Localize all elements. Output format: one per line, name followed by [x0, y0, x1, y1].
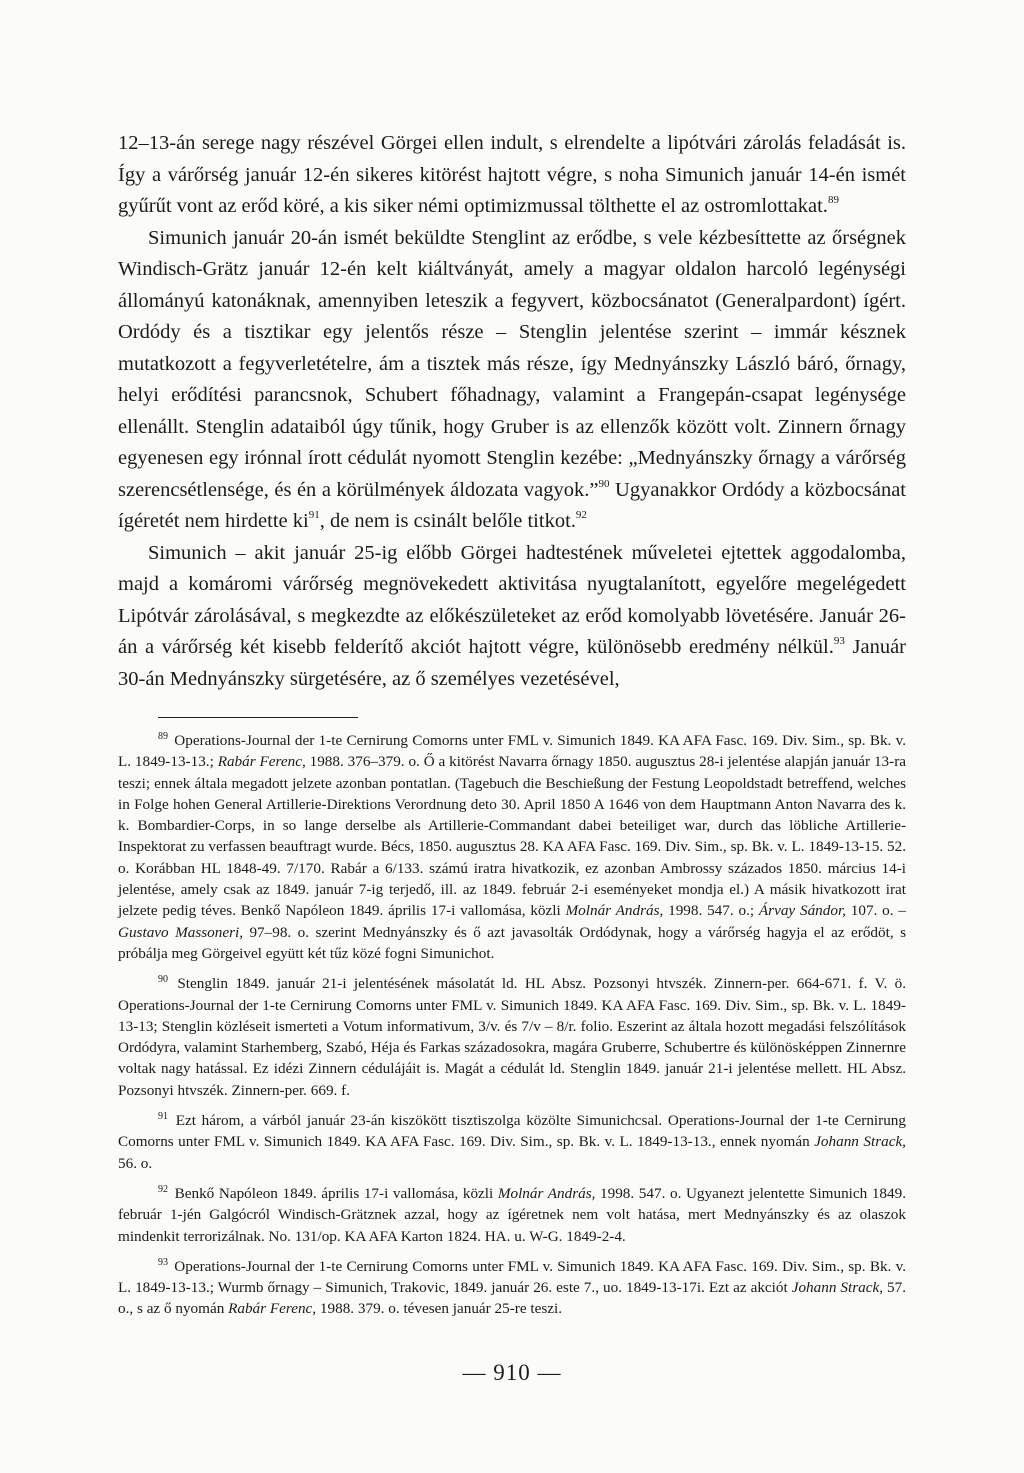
footnote-text: 1988. 379. o. tévesen január 25-re teszi. — [316, 1300, 562, 1318]
paragraph-3-text-a: Simunich – akit január 25-ig előbb Görgei hadtestének műveletei ejtettek aggodalomba, majd a komáromi várőrség megnövekedett aktivitása nyugtalanított, egyelőre megelégedett Lipótvár zárolásával, s megkezdte az előkészületeket az erőd komolyabb lövetésére. Január 26-án a várőrség két kisebb felderítő akciót hajtott végre, különösebb eredmény nélkül. — [118, 541, 906, 658]
paragraph-1-text: 12–13-án serege nagy részével Görgei ellen indult, s elrendelte a lipótvári zárolás feladását is. Így a várőrség január 12-én sikeres kitörést hajtott végre, s noha Simunich január 14-én ismét gyűrűt vont az erőd köré, a kis siker némi optimizmussal tölthette el az ostromlottakat. — [118, 132, 906, 217]
footnote-author: Gustavo Massoneri, — [118, 923, 243, 941]
footnote-number: 93 — [158, 1256, 168, 1268]
footnote-number: 90 — [158, 974, 168, 986]
paragraph-2-text-c: , de nem is csinált belőle titkot. — [319, 510, 576, 532]
footnote-ref-91[interactable]: 91 — [308, 509, 320, 521]
paragraph-3 — [118, 538, 906, 696]
footnote-author: Johann Strack, — [814, 1133, 906, 1151]
footnote-author: Molnár András, — [565, 902, 664, 920]
footnote-text: 107. o. – — [845, 902, 906, 920]
paragraph-3-text-b: Január 30-án Mednyánszky sürgetésére, az ő személyes vezetésével, — [118, 636, 906, 690]
footnote-text: Operations-Journal der 1-te Cernirung Comorns unter FML v. Simunich 1849. KA AFA Fasc. 169. Div. Sim., sp. Bk. v. L. 1849-13-13.; Wurmb őrnagy – Simunich, Trakovic, 1849. január 26. este 7., uo. 1849-13-17i. Ezt az akciót — [118, 1257, 906, 1297]
footnote-author: Johann Strack, — [791, 1279, 884, 1297]
footnote-ref-93[interactable]: 93 — [833, 635, 845, 647]
footnote-text: Operations-Journal der 1-te Cernirung Comorns unter FML v. Simunich 1849. KA AFA Fasc. 169. Div. Sim., sp. Bk. v. L. 1849-13-13.; — [118, 732, 906, 771]
footnote-90 — [118, 973, 906, 1101]
footnote-number: 89 — [158, 731, 168, 742]
footnote-author: Molnár András, — [497, 1184, 596, 1202]
document-page — [118, 128, 906, 1329]
footnote-text: 97–98. o. szerint Mednyánszky és ő azt javasolták Ordódynak, hogy a várőrség hagyja el az erődöt, s próbálja meg Görgeivel együtt két tűz közé fogni Simunichot. — [118, 923, 906, 962]
footnotes — [118, 730, 906, 1320]
footnote-number: 91 — [158, 1111, 168, 1123]
paragraph-2 — [118, 223, 906, 538]
footnote-93 — [118, 1256, 906, 1320]
footnote-ref-92[interactable]: 92 — [575, 509, 587, 521]
footnote-number: 92 — [158, 1183, 168, 1195]
paragraph-2-text-a: Simunich január 20-án ismét beküldte Stenglint az erődbe, s vele kézbesíttette az őrségnek Windisch-Grätz január 12-én kelt kiáltványát, amely a magyar oldalon harcoló legénységi állományú katonáknak, amennyiben leteszik a fegyvert, közbocsánatot (Generalpardont) ígért. Ordódy és a tisztikar egy jelentős része – Stenglin jelentése szerint – immár késznek mutatkozott a fegyverletételre, ám a tisztek más része, így Mednyánszky László báró, őrnagy, helyi erődítési parancsnok, Schubert főhadnagy, valamint a Frangepán-csapat legénysége ellenállt. Stenglin adataiból úgy tűnik, hogy Gruber is az ellenzők között volt. Zinnern őrnagy egyenesen egy irónnal írott cédulát nyomott Stenglin kezébe: „Mednyánszky őrnagy a várőrség szerencsétlensége, és én a körülmények áldozata vagyok.” — [118, 226, 906, 501]
footnote-text: Ezt három, a várból január 23-án kiszökött tisztiszolga közölte Simunichcsal. Operations-Journal der 1-te Cernirung Comorns unter FML v. Simunich 1849. KA AFA Fasc. 169. Div. Sim., sp. Bk. v. L. 1849-13-13., ennek nyomán — [118, 1112, 906, 1151]
page-number: — 910 — — [462, 1360, 562, 1385]
main-text — [118, 128, 906, 695]
footnote-author: Rabár Ferenc, — [228, 1300, 317, 1318]
footnote-text: Benkő Napóleon 1849. április 17-i vallomása, közli — [174, 1184, 498, 1202]
paragraph-2-text-b: Ugyanakkor Ordódy a közbocsánat ígéretét nem hirdette ki — [118, 478, 906, 532]
paragraph-1 — [118, 128, 906, 223]
footnote-92 — [118, 1183, 906, 1247]
footnote-89 — [118, 730, 906, 964]
footnote-separator — [158, 717, 358, 718]
footnote-text: 1998. 547. o. Ugyanezt jelentette Simunich 1849. február 1-jén Galgócról Windisch-Grätznek azzal, hogy az ígéretnek nem volt hatása, mert Mednyánszky és az olaszok mindenkit terrorizálnak. No. 131/op. KA AFA Karton 1824. HA. u. W-G. 1849-2-4. — [118, 1184, 906, 1245]
footnote-text: 57. o., s az ő nyomán — [118, 1279, 907, 1318]
footnote-text: 56. o. — [118, 1154, 153, 1172]
footnote-text: 1998. 547. o.; — [663, 902, 759, 920]
footnote-author: Árvay Sándor, — [758, 902, 846, 920]
footnote-author: Rabár Ferenc, — [217, 753, 306, 771]
footnote-91 — [118, 1110, 906, 1174]
footnote-text: 1988. 376–379. o. Ő a kitörést Navarra őrnagy 1850. augusztus 28-i jelentése alapján január 13-ra teszi; ennek általa megadott jelzete azonban pontatlan. (Tagebuch die Beschießung der Festung Leopoldstadt betreffend, welches in Folge hohen General Artillerie-Direktions Verordnung deto 30. April 1850 A 1646 von dem Hauptmann Anton Navarra des k. k. Bombardier-Corps, in so lange derselbe als Artillerie-Commandant dabei beteiliget war, durch das löbliche Artillerie-Inspektorat zu verfassen beauftragt wurde. Bécs, 1850. augusztus 28. KA AFA Fasc. 169. Div. Sim., sp. Bk. v. L. 1849-13-15. 52. o. Korábban HL 1848-49. 7/170. Rabár a 6/133. számú iratra hivatkozik, ez azonban Ambrossy százados 1850. március 14-i jelentése, amely csak az 1849. január 7-ig terjedő, ill. az 1849. február 2-i eseményeket mondja el.) A másik hivatkozott irat jelzete pedig téves. Benkő Napóleon 1849. április 17-i vallomása, közli — [118, 753, 906, 920]
footnote-ref-89[interactable]: 89 — [827, 194, 839, 206]
footnote-ref-90[interactable]: 90 — [598, 477, 610, 490]
footnote-text: Stenglin 1849. január 21-i jelentésének másolatát ld. HL Absz. Pozsonyi htvszék. Zinnern-per. 664-671. f. V. ö. Operations-Journal der 1-te Cernirung Comorns unter FML v. Simunich 1849. KA AFA Fasc. 169. Div. Sim., sp. Bk. v. L. 1849-13-13; Stenglin közléseit ismerteti a Votum informativum, 3/v. és 7/v – 8/r. folio. Eszerint az általa hozott megadási felszólítások Ordódyra, valamint Starhemberg, Szabó, Héja és Farkas századosokra, magára Gruberre, Schubertre és különösképpen Zinnernre voltak nagy hatással. Ez idézi Zinnern cédulájáit is. Magát a cédulát ld. Stenglin 1849. január 21-i jelentése mellett. HL Absz. Pozsonyi htvszék. Zinnern-per. 669. f. — [118, 975, 906, 1099]
